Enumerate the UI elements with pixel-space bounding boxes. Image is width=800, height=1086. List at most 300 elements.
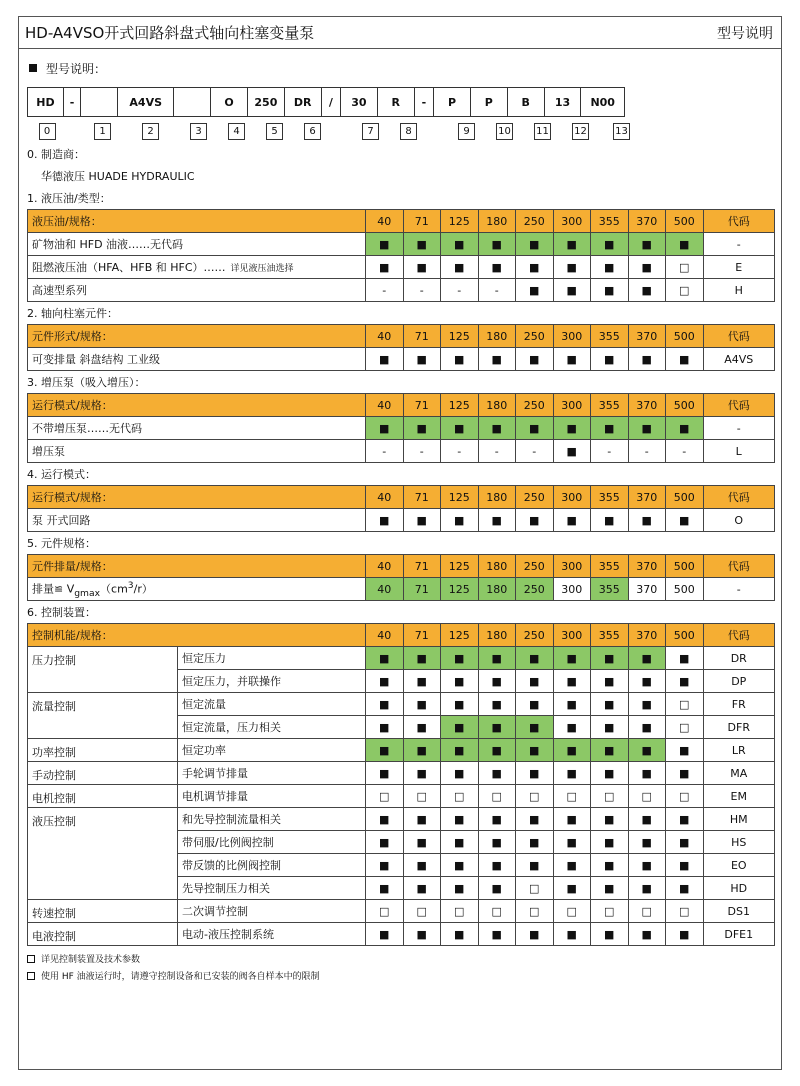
size-header-cell: 355 bbox=[591, 486, 629, 509]
availability-cell: ■ bbox=[478, 716, 516, 739]
control-group-cell: 电机控制 bbox=[28, 785, 178, 808]
availability-cell: ■ bbox=[441, 417, 479, 440]
availability-cell: - bbox=[366, 440, 404, 463]
availability-cell: ■ bbox=[478, 923, 516, 946]
availability-cell: ■ bbox=[366, 693, 404, 716]
availability-cell: ■ bbox=[366, 647, 404, 670]
availability-cell: ■ bbox=[553, 509, 591, 532]
availability-cell: ■ bbox=[441, 877, 479, 900]
availability-cell: ■ bbox=[478, 647, 516, 670]
availability-cell: ■ bbox=[628, 923, 666, 946]
control-function-cell: 恒定流量 bbox=[178, 693, 366, 716]
model-index-box: 13 bbox=[613, 123, 630, 140]
availability-cell: ■ bbox=[591, 923, 629, 946]
availability-cell: ■ bbox=[553, 716, 591, 739]
control-group-cell: 转速控制 bbox=[28, 900, 178, 923]
section-4-label: 4. 运行模式： bbox=[27, 468, 96, 481]
availability-cell: ■ bbox=[403, 693, 441, 716]
availability-cell: - bbox=[591, 440, 629, 463]
availability-cell: ■ bbox=[666, 348, 704, 371]
availability-cell: ■ bbox=[516, 808, 554, 831]
model-index-box: 8 bbox=[400, 123, 417, 140]
size-header-cell: 370 bbox=[628, 325, 666, 348]
size-header-cell: 40 bbox=[366, 555, 404, 578]
size-header-cell: 125 bbox=[441, 210, 479, 233]
availability-cell: ■ bbox=[403, 233, 441, 256]
model-index-box: 11 bbox=[534, 123, 551, 140]
row-label-text: 泵 开式回路 bbox=[32, 514, 91, 527]
row-label bbox=[28, 509, 366, 532]
availability-cell: ■ bbox=[516, 256, 554, 279]
availability-cell: - bbox=[478, 440, 516, 463]
row-label-text: 不带增压泵……无代码 bbox=[32, 422, 142, 435]
availability-cell: □ bbox=[553, 900, 591, 923]
availability-cell: ■ bbox=[366, 256, 404, 279]
control-group-cell: 电液控制 bbox=[28, 923, 178, 946]
table-header-label: 运行模式/规格： bbox=[28, 394, 366, 417]
availability-cell: ■ bbox=[366, 831, 404, 854]
model-index-box: 10 bbox=[496, 123, 513, 140]
availability-cell: ■ bbox=[553, 854, 591, 877]
availability-cell: ■ bbox=[553, 256, 591, 279]
availability-cell: 125 bbox=[441, 578, 479, 601]
size-header-cell: 300 bbox=[553, 210, 591, 233]
availability-cell: ■ bbox=[403, 670, 441, 693]
availability-cell: □ bbox=[666, 900, 704, 923]
size-header-cell: 355 bbox=[591, 325, 629, 348]
page-title: HD-A4VSO开式回路斜盘式轴向柱塞变量泵 bbox=[25, 24, 315, 42]
availability-cell: ■ bbox=[628, 716, 666, 739]
displacement-unit-rest: /r） bbox=[133, 582, 153, 596]
availability-cell: ■ bbox=[628, 670, 666, 693]
size-header-cell: 250 bbox=[516, 624, 554, 647]
table-header-row bbox=[28, 486, 775, 509]
availability-cell: ■ bbox=[366, 348, 404, 371]
model-code-cell: - bbox=[415, 88, 434, 116]
availability-cell: ■ bbox=[441, 923, 479, 946]
availability-cell: ■ bbox=[441, 693, 479, 716]
size-header-cell: 71 bbox=[403, 486, 441, 509]
control-function-cell: 二次调节控制 bbox=[178, 900, 366, 923]
table-row bbox=[28, 233, 775, 256]
availability-cell: ■ bbox=[478, 854, 516, 877]
row-label-text: 阻燃液压油（HFA、HFB 和 HFC）…… bbox=[32, 261, 226, 274]
size-header-cell: 71 bbox=[403, 555, 441, 578]
section-3-label: 3. 增压泵（吸入增压）： bbox=[27, 376, 146, 389]
availability-cell: ■ bbox=[516, 670, 554, 693]
availability-cell: - bbox=[366, 279, 404, 302]
availability-cell: 40 bbox=[366, 578, 404, 601]
table-row bbox=[28, 256, 775, 279]
availability-cell: ■ bbox=[591, 831, 629, 854]
size-header-cell: 300 bbox=[553, 394, 591, 417]
row-label-text: 可变排量 斜盘结构 工业级 bbox=[32, 353, 160, 366]
size-header-cell: 500 bbox=[666, 394, 704, 417]
availability-cell: ■ bbox=[628, 693, 666, 716]
model-index-row bbox=[27, 123, 627, 143]
availability-cell: ■ bbox=[516, 739, 554, 762]
model-index-box: 7 bbox=[362, 123, 379, 140]
availability-cell: □ bbox=[666, 256, 704, 279]
displacement-unit-exponent: 3 bbox=[127, 579, 134, 591]
table-row bbox=[28, 739, 775, 762]
model-code-cell bbox=[174, 88, 211, 116]
availability-cell: ■ bbox=[516, 923, 554, 946]
order-code-cell: L bbox=[703, 440, 775, 463]
order-code-cell: - bbox=[703, 417, 775, 440]
table-header-label: 液压油/规格： bbox=[28, 210, 366, 233]
availability-cell: ■ bbox=[553, 348, 591, 371]
size-header-cell: 355 bbox=[591, 394, 629, 417]
availability-cell: □ bbox=[441, 900, 479, 923]
section-5-label: 5. 元件规格： bbox=[27, 537, 96, 550]
order-code-cell: EM bbox=[703, 785, 775, 808]
availability-cell: ■ bbox=[591, 762, 629, 785]
availability-cell: □ bbox=[666, 716, 704, 739]
size-header-cell: 355 bbox=[591, 210, 629, 233]
order-code-cell: FR bbox=[703, 693, 775, 716]
model-code-cell: N00 bbox=[590, 95, 615, 109]
table-header-row bbox=[28, 325, 775, 348]
model-index-box: 6 bbox=[304, 123, 321, 140]
control-function-cell: 恒定流量，压力相关 bbox=[178, 716, 366, 739]
availability-cell: ■ bbox=[478, 348, 516, 371]
control-group-cell: 功率控制 bbox=[28, 739, 178, 762]
size-header-cell: 125 bbox=[441, 394, 479, 417]
size-header-cell: 250 bbox=[516, 486, 554, 509]
availability-cell: ■ bbox=[441, 854, 479, 877]
availability-cell: □ bbox=[478, 900, 516, 923]
availability-cell: ■ bbox=[553, 739, 591, 762]
availability-cell: ■ bbox=[478, 877, 516, 900]
order-code-cell: HD bbox=[703, 877, 775, 900]
control-function-cell: 电动-液压控制系统 bbox=[178, 923, 366, 946]
availability-cell: ■ bbox=[628, 417, 666, 440]
row-label bbox=[28, 256, 366, 279]
table-header-row bbox=[28, 210, 775, 233]
availability-cell: ■ bbox=[666, 670, 704, 693]
row-label bbox=[28, 417, 366, 440]
availability-cell: ■ bbox=[403, 417, 441, 440]
model-code-cell: B bbox=[508, 88, 545, 116]
control-group-cell: 压力控制 bbox=[28, 647, 178, 693]
availability-cell: □ bbox=[591, 785, 629, 808]
code-header-cell: 代码 bbox=[703, 210, 775, 233]
availability-cell: ■ bbox=[516, 762, 554, 785]
availability-cell: ■ bbox=[628, 233, 666, 256]
control-function-cell: 带反馈的比例阀控制 bbox=[178, 854, 366, 877]
availability-cell: ■ bbox=[516, 509, 554, 532]
availability-cell: ■ bbox=[441, 808, 479, 831]
displacement-unit: （cm bbox=[100, 582, 128, 596]
size-header-cell: 180 bbox=[478, 325, 516, 348]
availability-cell: ■ bbox=[553, 808, 591, 831]
availability-cell: ■ bbox=[591, 647, 629, 670]
availability-cell: - bbox=[516, 440, 554, 463]
s6-table bbox=[27, 623, 775, 946]
model-code-cell: HD bbox=[28, 88, 64, 116]
availability-cell: ■ bbox=[516, 417, 554, 440]
availability-cell: ■ bbox=[666, 831, 704, 854]
availability-cell: ■ bbox=[553, 417, 591, 440]
availability-cell: ■ bbox=[628, 509, 666, 532]
availability-cell: ■ bbox=[628, 348, 666, 371]
availability-cell: □ bbox=[666, 279, 704, 302]
availability-cell: 355 bbox=[591, 578, 629, 601]
control-function-cell: 恒定压力，并联操作 bbox=[178, 670, 366, 693]
availability-cell: □ bbox=[516, 900, 554, 923]
section-6-label: 6. 控制装置： bbox=[27, 606, 96, 619]
header-section-label: 型号说明 bbox=[717, 25, 773, 42]
availability-cell: ■ bbox=[591, 808, 629, 831]
order-code-cell: DFR bbox=[703, 716, 775, 739]
table-header-label: 运行模式/规格： bbox=[28, 486, 366, 509]
availability-cell: ■ bbox=[478, 670, 516, 693]
table-header-label: 控制机能/规格： bbox=[28, 624, 366, 647]
availability-cell: ■ bbox=[666, 854, 704, 877]
table-header-label: 元件排量/规格： bbox=[28, 555, 366, 578]
availability-cell: ■ bbox=[478, 831, 516, 854]
availability-cell: ■ bbox=[441, 348, 479, 371]
model-code-cell bbox=[81, 88, 118, 116]
order-code-cell: HM bbox=[703, 808, 775, 831]
size-header-cell: 71 bbox=[403, 624, 441, 647]
availability-cell: ■ bbox=[366, 854, 404, 877]
size-header-cell: 370 bbox=[628, 210, 666, 233]
table-row bbox=[28, 417, 775, 440]
availability-cell: ■ bbox=[628, 877, 666, 900]
availability-cell: ■ bbox=[591, 854, 629, 877]
section-1-label: 1. 液压油/类型： bbox=[27, 192, 111, 205]
order-code-cell: O bbox=[703, 509, 775, 532]
availability-cell: □ bbox=[628, 900, 666, 923]
size-header-cell: 125 bbox=[441, 624, 479, 647]
control-function-cell: 和先导控制流量相关 bbox=[178, 808, 366, 831]
size-header-cell: 125 bbox=[441, 555, 479, 578]
availability-cell: ■ bbox=[478, 417, 516, 440]
availability-cell: □ bbox=[403, 785, 441, 808]
section-0-label: 0. 制造商： bbox=[27, 148, 85, 161]
table-row bbox=[28, 785, 775, 808]
table-header-row bbox=[28, 394, 775, 417]
availability-cell: - bbox=[403, 440, 441, 463]
size-header-cell: 370 bbox=[628, 486, 666, 509]
availability-cell: ■ bbox=[553, 693, 591, 716]
availability-cell: ■ bbox=[591, 739, 629, 762]
availability-cell: ■ bbox=[553, 440, 591, 463]
availability-cell: ■ bbox=[366, 877, 404, 900]
availability-cell: 71 bbox=[403, 578, 441, 601]
table-row bbox=[28, 923, 775, 946]
availability-cell: □ bbox=[591, 900, 629, 923]
hollow-square-icon bbox=[27, 972, 35, 980]
availability-cell: □ bbox=[516, 877, 554, 900]
availability-cell: ■ bbox=[553, 923, 591, 946]
availability-cell: ■ bbox=[553, 877, 591, 900]
availability-cell: ■ bbox=[366, 233, 404, 256]
availability-cell: ■ bbox=[403, 716, 441, 739]
model-code-cell: O bbox=[211, 88, 248, 116]
size-header-cell: 370 bbox=[628, 555, 666, 578]
size-header-cell: 300 bbox=[553, 555, 591, 578]
order-code-cell: DS1 bbox=[703, 900, 775, 923]
model-code-cell: P bbox=[434, 88, 471, 116]
availability-cell: ■ bbox=[403, 256, 441, 279]
model-code-cell: / bbox=[322, 88, 341, 116]
section-2-label: 2. 轴向柱塞元件： bbox=[27, 307, 118, 320]
availability-cell: ■ bbox=[441, 256, 479, 279]
availability-cell: ■ bbox=[666, 647, 704, 670]
availability-cell: ■ bbox=[441, 762, 479, 785]
availability-cell: ■ bbox=[591, 417, 629, 440]
s1-table bbox=[27, 209, 775, 302]
size-header-cell: 500 bbox=[666, 624, 704, 647]
table-row bbox=[28, 509, 775, 532]
availability-cell: ■ bbox=[366, 716, 404, 739]
model-code-cell: - bbox=[64, 88, 81, 116]
size-header-cell: 71 bbox=[403, 210, 441, 233]
availability-cell: ■ bbox=[478, 739, 516, 762]
row-label-text: 高速型系列 bbox=[32, 284, 87, 297]
size-header-cell: 250 bbox=[516, 555, 554, 578]
table-row bbox=[28, 440, 775, 463]
footnote-2: 使用 HF 油液运行时，请遵守控制设备和已安装的阀各自样本中的限制 bbox=[27, 967, 775, 984]
order-code-cell: DFE1 bbox=[703, 923, 775, 946]
availability-cell: ■ bbox=[403, 877, 441, 900]
availability-cell: ■ bbox=[591, 693, 629, 716]
availability-cell: ■ bbox=[441, 647, 479, 670]
row-label bbox=[28, 279, 366, 302]
availability-cell: ■ bbox=[441, 509, 479, 532]
row-label-text: 增压泵 bbox=[32, 445, 65, 458]
model-index-box: 1 bbox=[94, 123, 111, 140]
availability-cell: ■ bbox=[628, 647, 666, 670]
availability-cell: ■ bbox=[591, 233, 629, 256]
size-header-cell: 300 bbox=[553, 624, 591, 647]
model-index-box: 4 bbox=[228, 123, 245, 140]
availability-cell: ■ bbox=[516, 647, 554, 670]
order-code-cell: - bbox=[703, 578, 775, 601]
table-row bbox=[28, 693, 775, 716]
availability-cell: ■ bbox=[366, 739, 404, 762]
model-heading: 型号说明： bbox=[27, 57, 775, 79]
model-code-row bbox=[27, 87, 625, 117]
availability-cell: ■ bbox=[516, 348, 554, 371]
availability-cell: ■ bbox=[666, 233, 704, 256]
order-code-cell: H bbox=[703, 279, 775, 302]
availability-cell: ■ bbox=[403, 647, 441, 670]
availability-cell: □ bbox=[366, 900, 404, 923]
availability-cell: ■ bbox=[666, 923, 704, 946]
code-header-cell: 代码 bbox=[703, 486, 775, 509]
availability-cell: ■ bbox=[666, 762, 704, 785]
order-code-cell: DR bbox=[703, 647, 775, 670]
availability-cell: ■ bbox=[366, 762, 404, 785]
control-function-cell: 恒定功率 bbox=[178, 739, 366, 762]
availability-cell: - bbox=[478, 279, 516, 302]
availability-cell: ■ bbox=[553, 670, 591, 693]
size-header-cell: 40 bbox=[366, 210, 404, 233]
order-code-cell: LR bbox=[703, 739, 775, 762]
model-index-box: 2 bbox=[142, 123, 159, 140]
size-header-cell: 500 bbox=[666, 210, 704, 233]
order-code-cell: EO bbox=[703, 854, 775, 877]
availability-cell: 250 bbox=[516, 578, 554, 601]
s3-table bbox=[27, 393, 775, 463]
availability-cell: □ bbox=[366, 785, 404, 808]
availability-cell: ■ bbox=[666, 808, 704, 831]
availability-cell: ■ bbox=[628, 762, 666, 785]
size-header-cell: 180 bbox=[478, 210, 516, 233]
row-label-note: 详见液压油选择 bbox=[230, 264, 294, 274]
table-header-row bbox=[28, 555, 775, 578]
size-header-cell: 250 bbox=[516, 210, 554, 233]
availability-cell: □ bbox=[553, 785, 591, 808]
model-code-cell: 250 bbox=[248, 88, 285, 116]
availability-cell: ■ bbox=[403, 923, 441, 946]
availability-cell: ■ bbox=[366, 670, 404, 693]
s4-table bbox=[27, 485, 775, 532]
availability-cell: ■ bbox=[516, 693, 554, 716]
code-header-cell: 代码 bbox=[703, 555, 775, 578]
order-code-cell: DP bbox=[703, 670, 775, 693]
control-function-cell: 带伺服/比例阀控制 bbox=[178, 831, 366, 854]
availability-cell: - bbox=[441, 440, 479, 463]
table-row bbox=[28, 762, 775, 785]
content bbox=[27, 57, 775, 984]
order-code-cell: HS bbox=[703, 831, 775, 854]
size-header-cell: 71 bbox=[403, 325, 441, 348]
model-index-box: 9 bbox=[458, 123, 475, 140]
size-header-cell: 180 bbox=[478, 555, 516, 578]
availability-cell: ■ bbox=[516, 233, 554, 256]
availability-cell: ■ bbox=[478, 256, 516, 279]
order-code-cell: - bbox=[703, 233, 775, 256]
size-header-cell: 180 bbox=[478, 486, 516, 509]
size-header-cell: 250 bbox=[516, 394, 554, 417]
availability-cell: ■ bbox=[553, 279, 591, 302]
availability-cell: ■ bbox=[666, 417, 704, 440]
table-row bbox=[28, 900, 775, 923]
availability-cell: - bbox=[441, 279, 479, 302]
availability-cell: ■ bbox=[516, 279, 554, 302]
model-code-cell: 30 bbox=[341, 88, 378, 116]
size-header-cell: 300 bbox=[553, 486, 591, 509]
footnote-1: 详见控制装置及技术参数 bbox=[27, 950, 775, 967]
control-group-cell: 手动控制 bbox=[28, 762, 178, 785]
table-row bbox=[28, 279, 775, 302]
availability-cell: ■ bbox=[478, 762, 516, 785]
availability-cell: ■ bbox=[591, 279, 629, 302]
table-header-label: 元件形式/规格： bbox=[28, 325, 366, 348]
availability-cell: ■ bbox=[628, 739, 666, 762]
order-code-cell: E bbox=[703, 256, 775, 279]
model-code-cell: P bbox=[471, 88, 508, 116]
model-code-cell: R bbox=[378, 88, 415, 116]
size-header-cell: 355 bbox=[591, 624, 629, 647]
control-function-cell: 手轮调节排量 bbox=[178, 762, 366, 785]
availability-cell: ■ bbox=[441, 831, 479, 854]
availability-cell: - bbox=[666, 440, 704, 463]
availability-cell: ■ bbox=[403, 854, 441, 877]
availability-cell: ■ bbox=[441, 670, 479, 693]
order-code-cell: MA bbox=[703, 762, 775, 785]
size-header-cell: 40 bbox=[366, 394, 404, 417]
table-row bbox=[28, 578, 775, 601]
availability-cell: ■ bbox=[403, 762, 441, 785]
control-function-cell: 先导控制压力相关 bbox=[178, 877, 366, 900]
code-header-cell: 代码 bbox=[703, 394, 775, 417]
